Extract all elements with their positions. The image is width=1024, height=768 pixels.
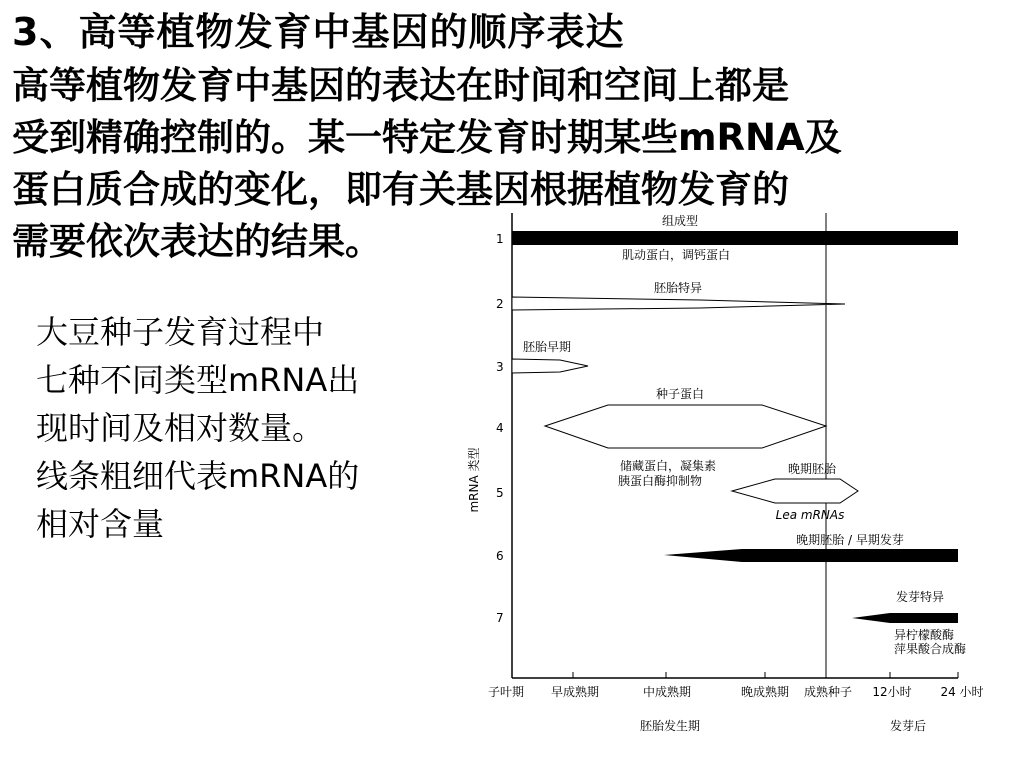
row7-label: 发芽特异	[895, 590, 945, 604]
row5-bottom-label: Lea mRNAs	[775, 508, 845, 522]
intro-line: 蛋白质合成的变化，即有关基因根据植物发育的	[12, 168, 789, 211]
row-number: 4	[496, 421, 504, 435]
y-axis-label: mRNA 类型	[467, 447, 481, 513]
band-row3-early-embryo	[512, 359, 588, 373]
caption-line: 相对含量	[36, 505, 165, 543]
band-row1-constitutive	[512, 231, 958, 245]
caption-line: 线条粗细代表mRNA的	[36, 457, 360, 495]
band-row4-seed-protein	[545, 405, 826, 448]
caption-line: 七种不同类型mRNA出	[36, 361, 360, 399]
row-number: 1	[496, 232, 504, 246]
x-tick-marks	[573, 672, 958, 678]
row4-bottom-label-1: 储藏蛋白，凝集素	[619, 459, 717, 473]
row-number: 3	[496, 360, 504, 374]
row1-top-label: 组成型	[661, 214, 699, 228]
x-tick-label: 24 小时	[940, 685, 984, 699]
band-row2-embryo-specific	[512, 297, 845, 310]
caption-line: 现时间及相对数量。	[36, 409, 325, 447]
x-tick-label: 子叶期	[487, 685, 525, 699]
row-number: 2	[496, 297, 504, 311]
band-row5-late-embryo	[732, 479, 858, 503]
row-number: 5	[496, 486, 504, 500]
band-row7-germination-specific	[852, 613, 958, 623]
x-group-label: 胚胎发生期	[639, 719, 701, 733]
mrna-expression-diagram	[460, 205, 1020, 760]
band-row6-late-embryo-early-germination	[664, 549, 958, 562]
row-number: 6	[496, 549, 504, 563]
x-tick-label: 成熟种子	[803, 685, 853, 699]
x-tick-label: 早成熟期	[550, 685, 600, 699]
caption-line: 大豆种子发育过程中	[36, 313, 325, 351]
x-tick-label: 晚成熟期	[740, 685, 790, 699]
x-group-label: 发芽后	[889, 719, 927, 733]
x-tick-label: 12小时	[872, 685, 912, 699]
row4-label: 种子蛋白	[655, 387, 705, 401]
row5-label: 晚期胚胎	[787, 462, 837, 476]
row2-label: 胚胎特异	[653, 281, 703, 295]
row-number: 7	[496, 611, 504, 625]
row1-bottom-label: 肌动蛋白，调钙蛋白	[621, 248, 731, 262]
intro-line: 高等植物发育中基因的表达在时间和空间上都是	[12, 64, 789, 107]
row7-bottom-label-2: 萍果酸合成酶	[894, 642, 967, 656]
slide-title: 3、高等植物发育中基因的顺序表达	[12, 10, 625, 54]
figure-caption	[36, 308, 416, 548]
x-tick-label: 中成熟期	[642, 685, 692, 699]
row3-label: 胚胎早期	[522, 340, 572, 354]
row4-bottom-label-2: 胰蛋白酶抑制物	[617, 474, 703, 488]
row6-label: 晚期胚胎 / 早期发芽	[796, 533, 904, 547]
row7-bottom-label-1: 异柠檬酸酶	[894, 628, 955, 642]
intro-line: 需要依次表达的结果。	[12, 220, 382, 263]
intro-line: 受到精确控制的。某一特定发育时期某些mRNA及	[12, 116, 842, 159]
